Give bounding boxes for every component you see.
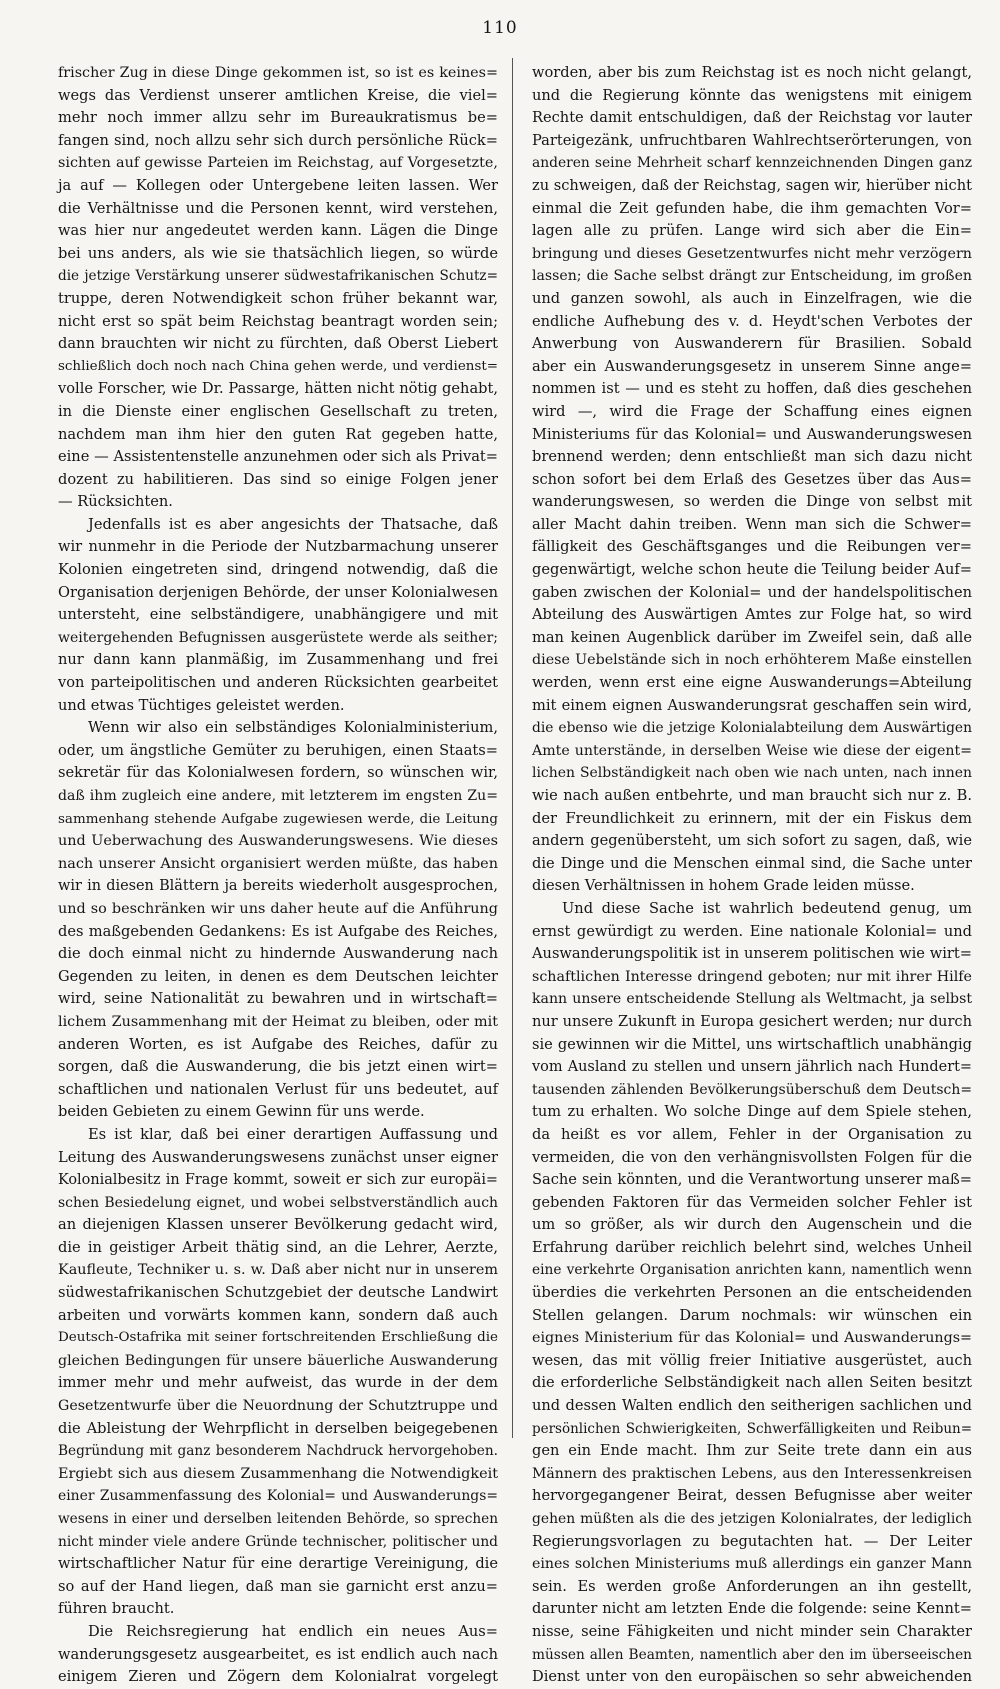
text-line: Organisation derjenigen Behörde, der unser Kolonialwesen: [58, 583, 498, 601]
text-line: truppe, deren Notwendigkeit schon früher bekannt war,: [58, 289, 498, 307]
text-line: anderen seine Mehrheit scharf kennzeichnenden Dingen ganz: [532, 155, 972, 172]
text-line: südwestafrikanischen Schutzgebiet der deutsche Landwirt: [58, 1284, 498, 1302]
text-line: darunter nicht am letzten Ende die folgende: seine Kennt=: [532, 1600, 972, 1618]
text-line: Stellen gelangen. Darum nochmals: wir wünschen ein: [532, 1306, 972, 1324]
text-line: wir in diesen Blättern ja bereits wiederholt ausgesprochen,: [58, 878, 498, 895]
text-line: schaftlichen und nationalen Verlust für uns bedeutet, auf: [58, 1080, 498, 1098]
text-line: gegenwärtigt, welche schon heute die Teilung beider Auf=: [532, 561, 972, 579]
text-line: da heißt es vor allem, Fehler in der Organisation zu: [532, 1125, 972, 1143]
text-line: nur dann kann planmäßig, im Zusammenhang und frei: [58, 651, 498, 669]
text-line: nicht minder viele andere Gründe technischer, politischer und: [58, 1533, 498, 1550]
text-line: und etwas Tüchtiges geleistet werden.: [58, 696, 345, 714]
text-line: beiden Gebieten zu einem Gewinn für uns werde.: [58, 1103, 425, 1121]
text-line: lassen; die Sache selbst drängt zur Entscheidung, im großen: [532, 268, 972, 285]
text-line: Abteilung des Auswärtigen Amtes zur Folge hat, so wird: [532, 606, 972, 624]
text-line: Gesetzentwurfe über die Neuordnung der Schutztruppe und: [58, 1398, 498, 1415]
text-line: tausenden zählenden Bevölkerungsüberschuß dem Deutsch=: [532, 1081, 972, 1098]
text-line: Rechte damit entschuldigen, daß der Reichstag vor lauter: [532, 109, 972, 127]
text-line: untersteht, eine selbständigere, unabhängigere und mit: [58, 606, 498, 624]
text-line: wie nach außen entbehrte, und man braucht sich nur z. B.: [532, 787, 972, 804]
text-line: daß ihm zugleich eine andere, mit letzterem im engsten Zu=: [58, 788, 498, 804]
text-line: diese Uebelstände sich in noch erhöhterem Maße einstellen: [532, 652, 972, 669]
text-line: immer mehr und mehr aufweist, das wurde in der dem: [58, 1374, 498, 1392]
text-line: Und diese Sache ist wahrlich bedeutend genug, um: [562, 899, 972, 917]
text-line: Deutsch-Ostafrika mit seiner fortschreitenden Erschließung die: [58, 1330, 498, 1346]
text-line: Auswanderungspolitik ist in unserem politischen wie wirt=: [532, 945, 972, 963]
text-line: weitergehenden Befugnissen ausgerüstete werde als seither;: [58, 629, 498, 646]
text-line: was hier nur angedeutet werden kann. Lägen die Dinge: [58, 222, 498, 240]
text-line: brennend werden; denn entschließt man sich dazu nicht: [532, 448, 972, 466]
text-line: nur unsere Zukunft in Europa gesichert werden; nur durch: [532, 1012, 972, 1030]
text-line: Dienst unter von den europäischen so sehr abweichenden: [532, 1668, 972, 1686]
text-line: an diejenigen Klassen unserer Bevölkerung gedacht wird,: [58, 1216, 498, 1234]
text-line: müssen allen Beamten, namentlich aber den im überseeischen: [532, 1646, 972, 1663]
text-line: nommen ist — und es steht zu hoffen, daß dies geschehen: [532, 380, 972, 398]
text-line: vermeiden, die von den verhängnisvollsten Folgen für die: [532, 1148, 972, 1166]
text-line: die jetzige Verstärkung unserer südwestafrikanischen Schutz=: [58, 268, 498, 285]
text-line: sie gewinnen wir die Mittel, uns wirtschaftlich unabhängig: [532, 1035, 972, 1053]
text-line: arbeiten und vorwärts kommen kann, sondern daß auch: [58, 1306, 498, 1324]
text-line: die in geistiger Arbeit thätig sind, an die Lehrer, Aerzte,: [58, 1238, 498, 1256]
text-line: persönlichen Schwierigkeiten, Schwerfälligkeiten und Reibun=: [532, 1420, 972, 1437]
text-line: und so beschränken wir uns daher heute auf die Anführung: [58, 900, 498, 917]
text-line: lichen Selbständigkeit nach oben wie nach unten, nach innen: [532, 765, 972, 782]
text-line: vom Ausland zu stellen und unsern jährlich nach Hundert=: [532, 1059, 972, 1076]
text-line: oder, um ängstliche Gemüter zu beruhigen, einen Staats=: [58, 741, 498, 759]
text-line: aber ein Auswanderungsgesetz in unserem Sinne ange=: [532, 357, 972, 375]
text-line: zu schweigen, daß der Reichstag, sagen wir, hierüber nicht: [532, 176, 972, 194]
text-line: Es ist klar, daß bei einer derartigen Auffassung und: [88, 1125, 498, 1143]
text-line: in die Dienste einer englischen Gesellschaft zu treten,: [58, 402, 498, 420]
text-line: Jedenfalls ist es aber angesichts der Thatsache, daß: [88, 515, 498, 533]
text-line: gehen müßten als die des jetzigen Kolonialrates, der lediglich: [532, 1511, 972, 1527]
text-line: nachdem man ihm hier den guten Rat gegeben hatte,: [58, 425, 498, 443]
page-number: 110: [482, 18, 518, 38]
text-line: Parteigezänk, unfruchtbaren Wahlrechtserörterungen, von: [532, 131, 972, 149]
text-line: wir nunmehr in die Periode der Nutzbarmachung unserer: [58, 538, 498, 556]
text-line: die Ableistung der Wehrpflicht in derselben beigegebenen: [58, 1419, 498, 1437]
text-line: der Freundlichkeit zu erinnern, mit der ein Fiskus dem: [532, 809, 972, 827]
text-line: Wenn wir also ein selbständiges Kolonialministerium,: [88, 719, 498, 737]
text-line: einmal die Zeit gefunden habe, die ihm gemachten Vor=: [532, 199, 972, 217]
text-line: Erfahrung darüber reichlich belehrt sind, welches Unheil: [532, 1238, 972, 1256]
text-line: sein. Es werden große Anforderungen an ihn gestellt,: [532, 1577, 972, 1595]
text-line: Begründung mit ganz besonderem Nachdruck hervorgehoben.: [58, 1443, 498, 1460]
text-line: eignes Ministerium für das Kolonial= und Auswanderungs=: [532, 1330, 972, 1347]
text-line: wegs das Verdienst unserer amtlichen Kreise, die viel=: [58, 86, 498, 104]
text-line: gen ein Ende macht. Ihm zur Seite trete dann ein aus: [532, 1442, 972, 1460]
text-line: führen braucht.: [58, 1600, 175, 1618]
text-line: wesens in einer und derselben leitenden Behörde, so sprechen: [58, 1511, 498, 1527]
text-line: Männern des praktischen Lebens, aus den Interessenkreisen: [532, 1465, 972, 1482]
text-line: nicht erst so spät beim Reichstag beantragt worden sein;: [58, 312, 498, 330]
text-line: anderen Worten, es ist Aufgabe des Reiches, dafür zu: [58, 1035, 498, 1053]
text-line: und dessen Walten endlich den seitherigen sachlichen und: [532, 1397, 972, 1415]
text-line: die ebenso wie die jetzige Kolonialabteilung dem Auswärtigen: [532, 720, 972, 737]
text-line: und ganzen sowohl, als auch in Einzelfragen, wie die: [532, 289, 972, 307]
text-line: bei uns anders, als wie sie thatsächlich liegen, so würde: [58, 244, 498, 262]
text-line: Amte unterstände, in derselben Weise wie diese der eigent=: [532, 742, 972, 759]
text-line: so auf der Hand liegen, daß man sie garnicht erst anzu=: [58, 1577, 498, 1595]
text-line: endliche Aufhebung des v. d. Heydt'schen Verbotes der: [532, 312, 972, 330]
text-line: Leitung des Auswanderungswesens zunächst unser eigner: [58, 1148, 498, 1166]
text-line: schaftlichen Interesse dringend geboten; nur mit ihrer Hilfe: [532, 968, 972, 985]
text-line: man keinen Augenblick darüber im Zweifel sein, daß alle: [532, 628, 972, 646]
text-line: Ministeriums für das Kolonial= und Auswanderungswesen: [532, 425, 972, 443]
text-line: die Verhältnisse und die Personen kennt, wird verstehen,: [58, 199, 498, 217]
text-line: die doch einmal nicht zu hindernde Auswanderung nach: [58, 945, 498, 963]
text-line: worden, aber bis zum Reichstag ist es noch nicht gelangt,: [532, 64, 972, 81]
text-line: aller Macht dahin treiben. Wenn man sich die Schwer=: [532, 515, 972, 533]
text-line: von parteipolitischen und anderen Rücksichten gearbeitet: [58, 674, 498, 692]
text-line: gaben zwischen der Kolonial= und der handelspolitischen: [532, 583, 972, 601]
text-line: Kaufleute, Techniker u. s. w. Daß aber nicht nur in unserem: [58, 1262, 498, 1279]
text-line: lagen alle zu prüfen. Lange wird sich aber die Ein=: [532, 222, 972, 240]
text-line: schon sofort bei dem Erlaß des Gesetzes über das Aus=: [532, 470, 972, 488]
text-line: wanderungsgesetz ausgearbeitet, es ist endlich auch nach: [58, 1645, 498, 1663]
text-line: bringung und dieses Gesetzentwurfes nicht mehr verzögern: [532, 245, 972, 262]
text-line: mehr noch immer allzu sehr im Bureaukratismus be=: [58, 109, 498, 127]
text-line: lichem Zusammenhang mit der Heimat zu bleiben, oder mit: [58, 1013, 498, 1030]
text-line: hervorgegangener Beirat, dessen Befugnisse aber weiter: [532, 1487, 972, 1505]
right-column: [532, 62, 972, 1689]
text-line: andern gegenübersteht, um sich sofort zu sagen, daß, wie: [532, 832, 972, 850]
text-line: sammenhang stehende Aufgabe zugewiesen werde, die Leitung: [58, 810, 498, 827]
text-line: Regierungsvorlagen zu begutachten hat. — Der Leiter: [532, 1532, 972, 1550]
text-line: sorgen, daß die Auswanderung, die bis jetzt einen wirt=: [58, 1058, 498, 1076]
text-line: eine — Assistentenstelle anzunehmen oder sich als Privat=: [58, 448, 498, 466]
text-line: frischer Zug in diese Dinge gekommen ist, so ist es keines=: [58, 65, 498, 81]
text-line: sekretär für das Kolonialwesen fordern, so wünschen wir,: [58, 764, 498, 782]
text-line: — Rücksichten.: [58, 493, 173, 511]
text-line: tum zu erhalten. Wo solche Dinge auf dem Spiele stehen,: [532, 1103, 972, 1121]
text-line: Die Reichsregierung hat endlich ein neues Aus=: [88, 1622, 498, 1640]
text-line: Kolonialbesitz in Frage kommt, soweit er sich zur europäi=: [58, 1172, 498, 1189]
text-line: überdies die verkehrten Personen an die entscheidenden: [532, 1284, 972, 1302]
text-line: ja auf — Kollegen oder Untergebene leiten lassen. Wer: [58, 176, 498, 194]
text-line: dozent zu habilitieren. Das sind so einige Folgen jener: [58, 470, 498, 488]
text-line: Sache sein könnten, und die Verantwortung unserer maß=: [532, 1171, 972, 1189]
text-line: eine verkehrte Organisation anrichten kann, namentlich wenn: [532, 1262, 972, 1279]
article-body: [58, 62, 976, 1686]
text-line: des maßgebenden Gedankens: Es ist Aufgabe des Reiches,: [58, 922, 498, 940]
text-line: volle Forscher, wie Dr. Passarge, hätten nicht nötig gehabt,: [58, 380, 498, 398]
text-line: Gegenden zu leiten, in denen es dem Deutschen leichter: [58, 967, 498, 985]
text-line: mit einem eignen Auswanderungsrat geschaffen sein wird,: [532, 696, 972, 714]
text-line: die Dinge und die Menschen einmal sind, die Sache unter: [532, 854, 972, 872]
text-line: Kolonien eingetreten sind, dringend notwendig, daß die: [58, 561, 498, 579]
text-line: gebenden Faktoren für das Vermeiden solcher Fehler ist: [532, 1193, 972, 1211]
text-line: und die Regierung könnte das wenigstens mit einigem: [532, 86, 972, 104]
text-line: Anwerbung von Auswanderern für Brasilien. Sobald: [532, 335, 972, 353]
text-line: schließlich doch noch nach China gehen werde, und verdienst=: [58, 358, 498, 374]
text-line: wesen, das mit völlig freier Initiative ausgerüstet, auch: [532, 1351, 972, 1369]
text-line: und Ueberwachung des Auswanderungswesens. Wie dieses: [58, 833, 498, 850]
left-column: [58, 62, 498, 1689]
text-line: diesen Verhältnissen in hohem Grade leiden müsse.: [532, 877, 915, 895]
text-line: gleichen Bedingungen für unsere bäuerliche Auswanderung: [58, 1352, 498, 1369]
text-line: einer Zusammenfassung des Kolonial= und Auswanderungs=: [58, 1488, 498, 1505]
text-line: um so größer, als wir durch den Augenschein und die: [532, 1216, 972, 1234]
text-line: wanderungswesen, so werden die Dinge von selbst mit: [532, 493, 972, 511]
text-line: wird, seine Nationalität zu bewahren und in wirtschaft=: [58, 990, 498, 1008]
text-line: wirtschaftlicher Natur für eine derartige Vereinigung, die: [58, 1555, 498, 1573]
text-line: nisse, seine Fähigkeiten und nicht minder sein Charakter: [532, 1622, 972, 1640]
text-line: Ergiebt sich aus diesem Zusammenhang die Notwendigkeit: [58, 1465, 498, 1482]
text-line: eines solchen Ministeriums muß allerdings ein ganzer Mann: [532, 1556, 972, 1573]
text-line: die erforderliche Selbständigkeit nach allen Seiten besitzt: [532, 1374, 972, 1392]
text-line: wird —, wird die Frage der Schaffung eines eignen: [532, 402, 972, 420]
text-line: fangen sind, noch allzu sehr sich durch persönliche Rück=: [58, 131, 498, 149]
text-line: dann brauchten wir nicht zu fürchten, daß Oberst Liebert: [58, 335, 498, 353]
text-line: sichten auf gewisse Parteien im Reichstag, auf Vorgesetzte,: [58, 155, 498, 172]
text-line: nach unserer Ansicht organisiert werden müßte, das haben: [58, 855, 498, 872]
text-line: einigem Zieren und Zögern dem Kolonialrat vorgelegt: [58, 1668, 498, 1686]
text-line: ernst gewürdigt zu werden. Eine nationale Kolonial= und: [532, 922, 972, 940]
text-line: schen Besiedelung eignet, und wobei selbstverständlich auch: [58, 1194, 498, 1211]
text-line: werden, wenn erst eine eigne Auswanderungs=Abteilung: [532, 674, 972, 692]
text-line: kann unsere entscheidende Stellung als Weltmacht, ja selbst: [532, 991, 972, 1008]
text-line: fälligkeit des Geschäftsganges und die Reibungen ver=: [532, 538, 972, 556]
